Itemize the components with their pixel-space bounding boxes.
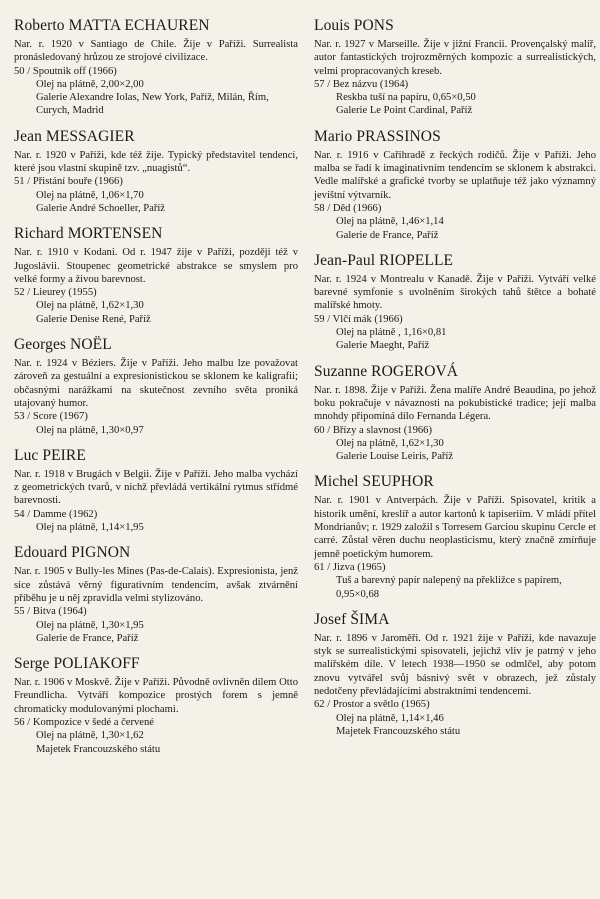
- work-detail: Galerie Le Point Cardinal, Paříž: [336, 105, 473, 117]
- work-detail: Olej na plátně, 1,62×1,30: [36, 300, 144, 312]
- work-detail: Galerie Maeght, Paříž: [336, 340, 430, 352]
- artist-bio: Nar. r. 1896 v Jaroměři. Od r. 1921 žije v Paříži, kde navazuje styk se surrealistickými spisovateli, jejichž vliv je patrný v jeho malířském díle. V letech 1938—1950 se odmlčel, aby potom znovu vytvářel svůj básnivý svět v obrazech, jež zůstaly nedotčeny převládajícími abstraktními tendencemi.: [314, 632, 596, 697]
- artist-entry-georges-noel: [14, 335, 298, 437]
- right-column: [314, 16, 596, 747]
- artist-bio: Nar. r. 1920 v Paříži, kde též žije. Typický představitel tendencí, které jsou vlastní skupině tzv. „nuagistů“.: [14, 149, 298, 175]
- work-title: 58 / Děd (1966): [314, 202, 382, 214]
- artist-name: Josef ŠIMA: [314, 610, 390, 628]
- work-detail: Reskba tuší na papíru, 0,65×0,50: [336, 92, 476, 104]
- artist-bio: Nar. r. 1920 v Santiago de Chile. Žije v Paříži. Surrealista pronásledovaný hrůzou ze strojové civilizace.: [14, 39, 298, 64]
- work-title: 52 / Lieurey (1955): [14, 287, 97, 299]
- artist-name: Suzanne ROGEROVÁ: [314, 362, 459, 380]
- artist-name: Luc PEIRE: [14, 446, 86, 464]
- artist-bio: Nar. r. 1898. Žije v Paříži. Žena malíře André Beaudina, po jehož boku pokračuje v návaznosti na pokubistické tradice; její malba mnohdy připomíná dílo Fernanda Légera.: [314, 384, 596, 423]
- artist-name: Jean-Paul RIOPELLE: [314, 251, 454, 269]
- artist-bio: Nar. r. 1906 v Moskvě. Žije v Paříži. Původně ovlivněn dílem Otto Freundlicha. Vytváří kompozice prostých forem s jemně chromaticky modulovanými plochami.: [14, 677, 298, 715]
- left-column: [14, 16, 298, 765]
- artist-entry-richard-mortensen: [14, 224, 298, 326]
- work-detail: Tuš a barevný papír nalepený na překližce s papírem, 0,95×0,68: [336, 575, 562, 600]
- artist-name: Mario PRASSINOS: [314, 127, 441, 145]
- artist-entry-jean-messagier: [14, 127, 298, 215]
- work-detail: Olej na plátně, 1,14×1,46: [336, 712, 444, 724]
- artist-bio: Nar. r. 1924 v Béziers. Žije v Paříži. Jeho malbu lze považovat zároveň za gestuální a expresionistickou se sklonem ke kaligrafii; občasnými narážkami na skutečnost zevního světa proniká utajovaný humor.: [14, 358, 298, 409]
- work-detail: Olej na plátně, 1,06×1,70: [36, 189, 144, 201]
- work-detail: Galerie de France, Paříž: [336, 229, 439, 241]
- work-title: 56 / Kompozice v šedé a červené: [14, 716, 155, 728]
- work-title: 57 / Bez názvu (1964): [314, 78, 409, 90]
- artist-name: Serge POLIAKOFF: [14, 655, 140, 673]
- work-detail: Galerie Denise René, Paříž: [36, 313, 151, 325]
- work-title: 51 / Přistání bouře (1966): [14, 176, 123, 188]
- artist-entry-josef-sima: [314, 610, 596, 738]
- work-detail: Majetek Francouzského státu: [336, 725, 461, 737]
- work-detail: Galerie Louise Leiris, Paříž: [336, 451, 454, 463]
- work-detail: Majetek Francouzského státu: [36, 743, 161, 755]
- artist-entry-jean-paul-riopelle: [314, 251, 596, 353]
- work-detail: Olej na plátně, 1,46×1,14: [336, 216, 444, 228]
- work-detail: Olej na plátně, 2,00×2,00: [36, 78, 144, 90]
- artist-bio: Nar. r. 1924 v Montrealu v Kanadě. Žije v Paříži. Vytváří velké barevné symfonie s uvolněním širokých tahů štětce a bohaté malířské hmoty.: [314, 273, 596, 312]
- work-title: 50 / Spoutnik off (1966): [14, 65, 117, 77]
- work-title: 54 / Damme (1962): [14, 508, 98, 520]
- artist-entry-michel-seuphor: [314, 472, 596, 600]
- work-detail: Olej na plátně , 1,16×0,81: [336, 327, 447, 339]
- artist-bio: Nar. r. 1916 v Cařihradě z řeckých rodičů. Žije v Paříži. Jeho malba se řadí k imaginativním tendencím se sklonem k abstrakci. Vedle malířské a grafické tvorby se uplatňuje též jako významný jevištní výtvarník.: [314, 149, 596, 201]
- artist-entry-mario-prassinos: [314, 127, 596, 242]
- work-detail: Galerie André Schoeller, Paříž: [36, 202, 166, 214]
- artist-entry-roberto-matta-echauren: [14, 16, 298, 118]
- work-detail: Olej na plátně, 1,62×1,30: [336, 437, 444, 449]
- work-detail: Olej na plátně, 1,14×1,95: [36, 522, 144, 534]
- work-title: 62 / Prostor a světlo (1965): [314, 699, 430, 711]
- artist-name: Richard MORTENSEN: [14, 225, 163, 243]
- work-detail: Olej na plátně, 1,30×1,95: [36, 619, 144, 631]
- work-detail: Galerie de France, Paříž: [36, 632, 139, 644]
- artist-bio: Nar. r. 1918 v Brugách v Belgii. Žije v Paříži. Jeho malba vychází z geometrických tvarů, v nichž převládá vertikální rytmus střídmé barevnosti.: [14, 468, 298, 507]
- work-title: 60 / Břízy a slavnost (1966): [314, 424, 432, 436]
- work-title: 59 / Vlčí mák (1966): [314, 313, 403, 325]
- artist-bio: Nar. r. 1927 v Marseille. Žije v jižní Francii. Provençalský malíř, autor fantastických trojrozměrných kompozic a surrealistických, velmi propracovaných kreseb.: [314, 39, 596, 77]
- work-detail: Olej na plátně, 1,30×0,97: [36, 424, 144, 436]
- artist-entry-louis-pons: [314, 16, 596, 118]
- artist-bio: Nar. r. 1901 v Antverpách. Žije v Paříži. Spisovatel, kritik a historik umění, kreslíř a autor kartonů k tapiseriím. V mládí přítel Mondrianův; r. 1929 založil s Torresem Garciou skupinu Cercle et carré. Zůstal věren duchu neoplasticismu, který značně zmírňuje jemně poetickým humorem.: [314, 495, 596, 560]
- artist-name: Louis PONS: [314, 17, 394, 34]
- artist-bio: Nar. r. 1905 v Bully-les Mines (Pas-de-Calais). Expresionista, jenž sice zůstává věrný figurativním tendencím, avšak ztvárnění příběhu je u něj zpravidla velmi stylizováno.: [14, 566, 298, 604]
- artist-entry-suzanne-rogerova: [314, 362, 596, 464]
- artist-entry-edouard-pignon: [14, 543, 298, 645]
- work-title: 55 / Bitva (1964): [14, 606, 87, 618]
- work-title: 53 / Score (1967): [14, 411, 88, 423]
- artist-name: Georges NOËL: [14, 336, 112, 354]
- artist-name: Jean MESSAGIER: [14, 127, 135, 145]
- artist-name: Roberto MATTA ECHAUREN: [14, 17, 210, 34]
- work-detail: Galerie Alexandre Iolas, New York, Paříž, Milán, Řím, Curych, Madrid: [36, 92, 269, 117]
- artist-entry-serge-poliakoff: [14, 654, 298, 756]
- artist-name: Michel SEUPHOR: [314, 473, 434, 491]
- artist-name: Edouard PIGNON: [14, 544, 131, 562]
- artist-entry-luc-peire: [14, 446, 298, 534]
- work-detail: Olej na plátně, 1,30×1,62: [36, 730, 144, 742]
- artist-bio: Nar. r. 1910 v Kodani. Od r. 1947 žije v Paříži, později též v Jugoslávii. Stoupenec geometrické abstrakce se smyslem pro velké formy a živou barevnost.: [14, 247, 298, 285]
- work-title: 61 / Jizva (1965): [314, 561, 386, 573]
